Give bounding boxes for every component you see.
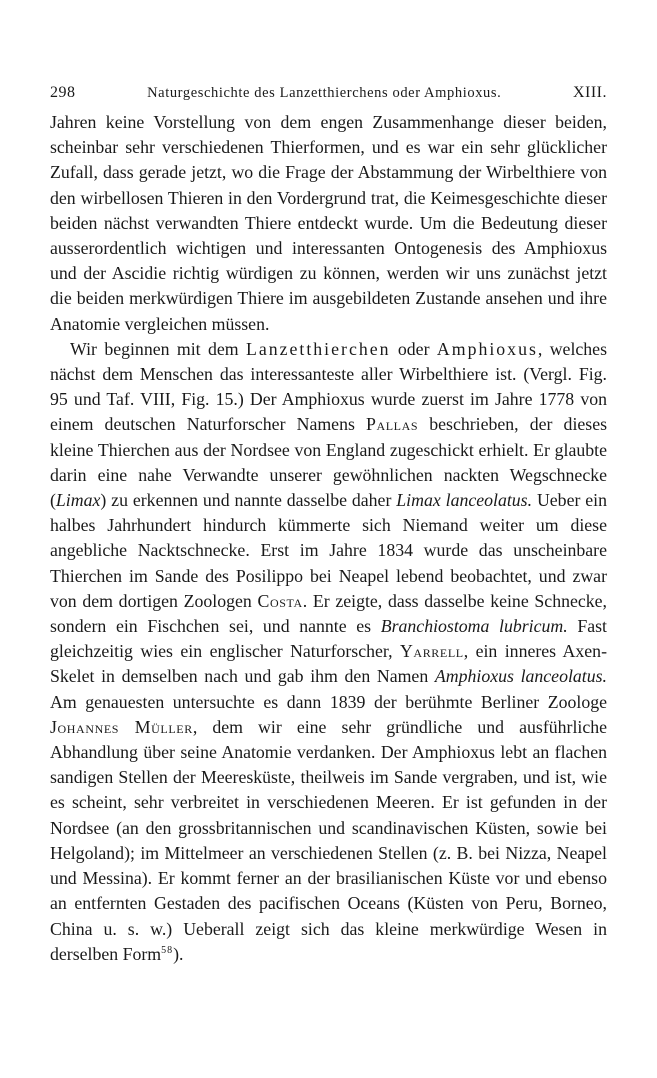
text-run: ).: [173, 943, 184, 964]
paragraph-1: Jahren keine Vorstellung von dem engen Zusammenhange dieser beiden, scheinbar sehr verschiedenen Thierformen, und es war ein sehr glücklicher Zufall, dass gerade jetzt, wo die Frage der Abstammung der Wirbelthiere von den wirbellosen Thieren in den Vordergrund trat, die Keimesgeschichte dieser beiden nächst verwandten Thiere entdeckt wurde. Um die Bedeutung dieser ausserordentlich wichtigen und interessanten Ontogenesis des Amphioxus und der Ascidie richtig würdigen zu können, werden wir uns zunächst jetzt die beiden merkwürdigen Thiere im ausgebildeten Zustande ansehen und ihre Anatomie vergleichen müssen.: [50, 112, 607, 334]
running-title: Naturgeschichte des Lanzetthierchens oder Amphioxus.: [147, 85, 502, 101]
taxon-limax-lanceolatus: Limax lanceolatus.: [396, 490, 533, 511]
taxon-limax: Limax: [55, 490, 101, 511]
text-run: Am genauesten untersuchte es dann 1839 der berühmte Berliner Zoologe: [50, 691, 607, 712]
name-johannes-mueller: Johannes Müller: [50, 716, 193, 737]
paragraph-2: [50, 337, 607, 967]
chapter-number: XIII.: [572, 84, 607, 101]
body-text: [50, 110, 607, 967]
page-number: 298: [50, 84, 76, 101]
footnote-reference[interactable]: 58: [161, 944, 174, 956]
text-run: Fast gleichzeitig wies ein englischer Naturforscher,: [50, 616, 607, 662]
text-run: oder: [390, 338, 437, 359]
name-pallas: Pallas: [366, 414, 419, 435]
taxon-amphioxus-lanceolatus: Amphioxus lanceolatus.: [434, 666, 607, 687]
text-run: , ein inneres Axen-Skelet in demselben nach und gab ihm den Namen: [50, 641, 607, 687]
name-yarrell: Yarrell: [399, 641, 464, 662]
text-run: , welches nächst dem Menschen das interessanteste aller Wirbelthiere ist. (Vergl. Fig. 95 und Taf. VIII, Fig. 15.) Der Amphioxus wurde zuerst im Jahre 1778 von einem deutschen Naturforscher Namens: [50, 338, 607, 435]
book-page: [50, 76, 607, 967]
text-run: Wir beginnen mit dem: [70, 338, 246, 359]
text-run: beschrieben, der dieses kleine Thierchen aus der Nordsee von England zugeschickt erhielt. Er glaubte darin eine nahe Verwandte unserer gewöhnlichen nackten Wegschnecke (: [50, 414, 608, 511]
text-run: . Er zeigte, dass dasselbe keine Schnecke, sondern ein Fischchen sei, und nannte es: [50, 590, 607, 637]
term-lanzetthierchen: Lanzetthierchen: [245, 338, 391, 359]
term-amphioxus: Amphioxus: [436, 338, 538, 359]
taxon-branchiostoma: Branchiostoma lubricum.: [380, 616, 568, 637]
text-run: ) zu erkennen und nannte dasselbe daher: [100, 490, 397, 511]
text-run: Ueber ein halbes Jahrhundert hindurch kümmerte sich Niemand weiter um diese angebliche Nacktschnecke. Erst im Jahre 1834 wurde das unscheinbare Thierchen im Sande des Posilippo bei Neapel lebend beobachtet, und zwar von dem dortigen Zoologen: [50, 490, 608, 611]
name-costa: Costa: [257, 590, 303, 611]
text-run: , dem wir eine sehr gründliche und ausführliche Abhandlung über seine Anatomie verdanken. Der Amphioxus lebt an flachen sandigen Stellen der Meeresküste, theilweis im Sande vergraben, und ist, wie es scheint, sehr verbreitet in verschiedenen Meeren. Er ist gefunden in der Nordsee (an den grossbritannischen und scandinavischen Küsten, sowie bei Helgoland); im Mittelmeer an verschiedenen Stellen (z. B. bei Nizza, Neapel und Messina). Er kommt ferner an der brasilianischen Küste vor und ebenso an entfernten Gestaden des pacifischen Oceans (Küsten von Peru, Borneo, China u. s. w.) Ueberall zeigt sich das kleine merkwürdige Wesen in derselben Form: [50, 716, 607, 964]
page-header: [50, 76, 607, 110]
